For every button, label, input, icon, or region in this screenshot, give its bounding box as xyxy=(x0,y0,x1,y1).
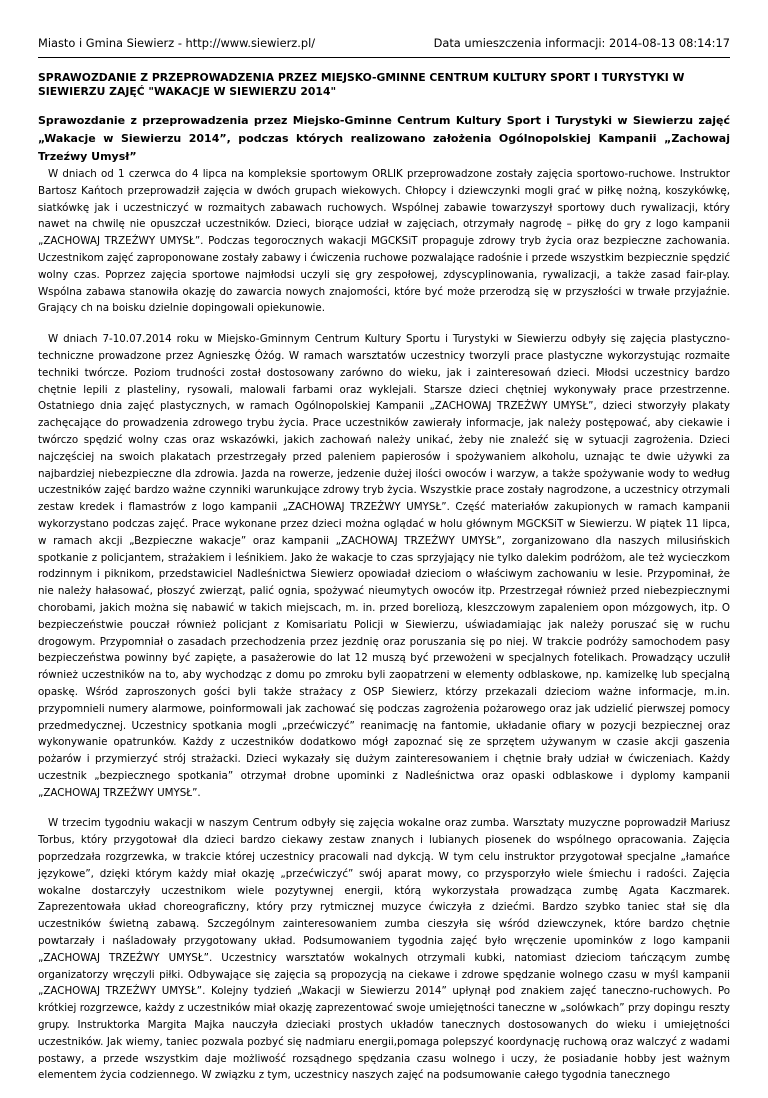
page-header xyxy=(38,36,730,50)
header-divider xyxy=(38,57,730,58)
document-title: SPRAWOZDANIE Z PRZEPROWADZENIA PRZEZ MIEJSKO-GMINNE CENTRUM KULTURY SPORT I TURYSTYKI W SIEWIERZU ZAJĘĆ "WAKACJE W SIEWIERZU 2014" xyxy=(38,71,685,98)
article-body xyxy=(38,166,730,1098)
body-paragraph: W dniach od 1 czerwca do 4 lipca na kompleksie sportowym ORLIK przeprowadzone zostały zajęcia sportowo-ruchowe. Instruktor Bartosz Kańtoch przeprowadził zajęcia w dwóch grupach wiekowych. Chłopcy i dziewczynki mogli grać w piłkę nożną, koszykówkę, siatkówkę jak i uczestniczyć w rozmaitych zabawach ruchowych. Wspólnej zabawie towarzyszył sportowy duch rywalizacji, który nawet na chwilę nie opuszczał uczestników. Dzieci, biorące udział w zajęciach, otrzymały nagrodę – piłkę do gry z logo kampanii „ZACHOWAJ TRZEŹWY UMYSŁ”. Podczas tegorocznych wakacji MGCKSiT propaguje zdrowy tryb życia oraz bezpieczne zachowania. Uczestnikom zajęć zaproponowane zostały zabawy i ćwiczenia ruchowe pozwalające radośnie i przede wszystkim bezpiecznie spędzić wolny czas. Poprzez zajęcia sportowe najmłodsi uczyli się gry zespołowej, zdyscyplinowania, rywalizacji, a także zasad fair-play. Wspólna zabawa stanowiła okazję do zawarcia nowych znajomości, które być może przerodzą się w przyszłości w trwałe przyjaźnie. Grający ch na boisku dzielnie dopingowali opiekunowie. xyxy=(38,168,730,315)
publish-date: Data umieszczenia informacji: 2014-08-13 08:14:17 xyxy=(433,36,730,50)
body-paragraph: W trzecim tygodniu wakacji w naszym Centrum odbyły się zajęcia wokalne oraz zumba. Warsztaty muzyczne poprowadził Mariusz Torbus, który przygotował dla dzieci bardzo ciekawy zestaw znanych i lubianych piosenek do wspólnego opracowania. Zajęcia poprzedzała rozgrzewka, w trakcie której uczestnicy pracowali nad dykcją. W tym celu instruktor przygotował specjalne „łamańce językowe”, dzięki którym każdy miał okazję „przećwiczyć” swój aparat mowy, co przysporzyło wiele śmiechu i radości. Zajęcia wokalne dostarczyły uczestnikom wiele pozytywnej energii, którą wykorzystała prowadząca zumbę Agata Kaczmarek. Zaprezentowała układ choreograficzny, który przy rytmicznej muzyce ćwiczyła z dziećmi. Bardzo szybko taniec stał się dla uczestników świetną zabawą. Szczególnym zainteresowaniem zumba cieszyła się wśród dziewczynek, które bardzo chętnie powtarzały i naśladowały przygotowany układ. Podsumowaniem tygodnia zajęć było wręczenie upominków z logo kampanii „ZACHOWAJ TRZEŹWY UMYSŁ”. Uczestnicy warsztatów wokalnych otrzymali kubki, natomiast dzieciom tańczącym zumbę organizatorzy wręczyli piłki. Odbywające się zajęcia są propozycją na ciekawe i zdrowe spędzanie wolnego czasu w myśl kampanii „ZACHOWAJ TRZEŹWY UMYSŁ”. Kolejny tydzień „Wakacji w Siewierzu 2014” upłynął pod znakiem zajęć taneczno-ruchowych. Po krótkiej rozgrzewce, każdy z uczestników miał okazję zaprezentować swoje umiejętności taneczne w „solówkach” przy dopingu reszty grupy. Instruktorka Margita Majka nauczyła dzieciaki prostych układów tanecznych dostosowanych do wieku i umiejętności uczestników. Jak wiemy, taniec pozwala pozbyć się nadmiaru energii,pomaga polepszyć koordynację ruchową oraz walczyć z wadami postawy, a przede wszystkim daje możliwość rozsądnego spędzania czasu wolnego i uczy, że posiadanie hobby jest ważnym elementem życia codziennego. W związku z tym, uczestnicy naszych zajęć na podsumowanie całego tygodnia tanecznego xyxy=(38,817,730,1082)
body-paragraph: W dniach 7-10.07.2014 roku w Miejsko-Gminnym Centrum Kultury Sportu i Turystyki w Siewierzu odbyły się zajęcia plastyczno-techniczne prowadzone przez Agnieszkę Óżóg. W ramach warsztatów uczestnicy tworzyli prace plastyczne wykorzystując rozmaite techniki twórcze. Poziom trudności został dostosowany zarówno do wieku, jak i zainteresowań dzieci. Młodsi uczestnicy bardzo chętnie lepili z plasteliny, rysowali, malowali farbami oraz wyklejali. Starsze dzieci chętniej wykonywały prace przestrzenne. Ostatniego dnia zajęć plastycznych, w ramach Ogólnopolskiej Kampanii „ZACHOWAJ TRZEŹWY UMYSŁ”, dzieci stworzyły plakaty zachęcające do prowadzenia zdrowego trybu życia. Prace uczestników zawierały informacje, jak należy postępować, aby ciekawie i twórczo spędzić wolny czas oraz wskazówki, jakich zachowań należy unikać, żeby nie znaleźć się w sytuacji zagrożenia. Dzieci najczęściej na swoich plakatach przestrzegały przed paleniem papierosów i spożywaniem alkoholu, uznając te dwie używki za najbardziej niebezpieczne dla zdrowia. Jazda na rowerze, jedzenie dużej ilości owoców i warzyw, a także spożywanie wody to według uczestników zajęć bardzo ważne czynniki warunkujące zdrowy tryb życia. Wszystkie prace zostały nagrodzone, a uczestnicy otrzymali zestaw kredek i flamastrów z logo kampanii „ZACHOWAJ TRZEŹWY UMYSŁ”. Część materiałów zakupionych w ramach kampanii wykorzystano podczas zajęć. Prace wykonane przez dzieci można oglądać w holu głównym MGCKSiT w Siewierzu. W piątek 11 lipca, w ramach akcji „Bezpieczne wakacje” oraz kampanii „ZACHOWAJ TRZEŹWY UMYSŁ”, zorganizowano dla naszych milusińskich spotkanie z policjantem, strażakiem i leśnikiem. Jako że wakacje to czas sprzyjający nie tylko dalekim podróżom, ale też wycieczkom rodzinnym i piknikom, przedstawiciel Nadleśnictwa Siewierz opowiadał dzieciom o właściwym zachowaniu w lesie. Przypominał, że nie należy hałasować, płoszyć zwierząt, palić ognia, spożywać nieumytych owoców itp. Przestrzegał również przed niebezpiecznymi chorobami, jakich można się nabawić w takich miejscach, m. in. przed boreliozą, kleszczowym zapaleniem opon mózgowych, itp. O bezpieczeństwie pouczał również policjant z Komisariatu Policji w Siewierzu, uświadamiając jak należy poruszać się w ruchu drogowym. Przypomniał o zasadach przechodzenia przez jezdnię oraz poruszania się po niej. W trakcie podróży samochodem pasy bezpieczeństwa powinny być zapięte, a pasażerowie do lat 12 muszą być przewożeni w specjalnych fotelikach. Prowadzący uczulił również uczestników na to, aby wychodząc z domu po zmroku byli zaopatrzeni w elementy odblaskowe, np. kamizelkę lub specjalną opaskę. Wśród zaproszonych gości byli także strażacy z OSP Siewierz, którzy przekazali dzieciom ważne informacje, m.in. przypomnieli numery alarmowe, poinformowali jak zachować się podczas zagrożenia pożarowego oraz jak udzielić pierwszej pomocy przedmedycznej. Uczestnicy spotkania mogli „przećwiczyć” reanimację na fantomie, układanie ofiary w pozycji bezpiecznej oraz wykonywanie opatrunków. Każdy z uczestników dodatkowo mógł zapoznać się ze sprzętem używanym w czasie akcji gaszenia pożarów i przymierzyć strój strażacki. Dzieci wykazały się dużym zainteresowaniem i chętnie brały udział w ćwiczeniach. Każdy uczestnik „bezpiecznego spotkania” otrzymał drobne upominki z Nadleśnictwa oraz opaski odblaskowe i dyplomy kampanii „ZACHOWAJ TRZEŹWY UMYSŁ”. xyxy=(38,333,730,799)
lead-paragraph: Sprawozdanie z przeprowadzenia przez Miejsko-Gminne Centrum Kultury Sport i Turystyki w Siewierzu zajęć „Wakacje w Siewierzu 2014”, podczas których realizowano założenia Ogólnopolskiej Kampanii „Zachowaj Trzeźwy Umysł” xyxy=(38,114,730,163)
site-name: Miasto i Gmina Siewierz - http://www.siewierz.pl/ xyxy=(38,36,316,50)
